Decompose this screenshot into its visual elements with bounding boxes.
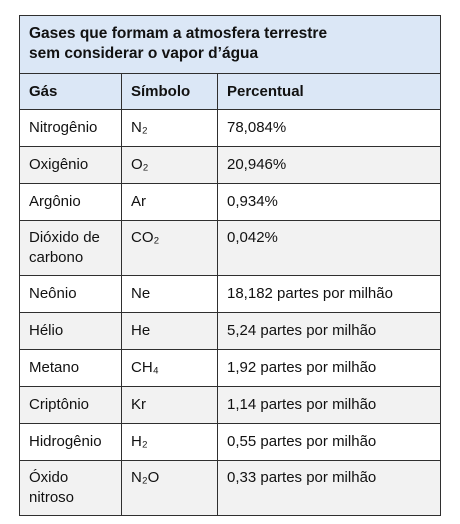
gas-name: Oxigênio	[20, 147, 122, 184]
gas-name: Criptônio	[20, 387, 122, 424]
table-title	[20, 16, 441, 74]
gas-name-line-1: Dióxido de	[29, 229, 100, 246]
header-percent: Percentual	[218, 74, 441, 110]
gas-name: Neônio	[20, 276, 122, 313]
gas-symbol: Kr	[122, 387, 218, 424]
table-row	[20, 461, 441, 516]
table-title-line-1: Gases que formam a atmosfera terrestre	[29, 25, 328, 42]
gas-symbol: CH₄	[122, 350, 218, 387]
gas-percent: 1,92 partes por milhão	[218, 350, 441, 387]
gas-symbol: CO₂	[122, 221, 218, 276]
gas-symbol: N₂	[122, 110, 218, 147]
table-row	[20, 221, 441, 276]
table-row	[20, 276, 441, 313]
table-row	[20, 110, 441, 147]
table-row	[20, 147, 441, 184]
gas-percent: 0,55 partes por milhão	[218, 424, 441, 461]
gas-name-line-2: carbono	[29, 249, 84, 266]
gas-name	[20, 461, 122, 516]
gas-percent: 0,934%	[218, 184, 441, 221]
gas-symbol: Ar	[122, 184, 218, 221]
table-row	[20, 387, 441, 424]
gas-symbol: Ne	[122, 276, 218, 313]
gas-percent: 1,14 partes por milhão	[218, 387, 441, 424]
gas-name: Metano	[20, 350, 122, 387]
table-row	[20, 424, 441, 461]
gas-name-line-1: Óxido	[29, 469, 69, 486]
table-row	[20, 313, 441, 350]
header-gas: Gás	[20, 74, 122, 110]
header-symbol: Símbolo	[122, 74, 218, 110]
gas-symbol: N₂O	[122, 461, 218, 516]
header-row	[20, 74, 441, 110]
gas-name-line-2: nitroso	[29, 489, 75, 506]
gas-symbol: H₂	[122, 424, 218, 461]
gas-percent: 78,084%	[218, 110, 441, 147]
gas-percent: 5,24 partes por milhão	[218, 313, 441, 350]
gas-symbol: He	[122, 313, 218, 350]
gas-name	[20, 221, 122, 276]
gas-name: Argônio	[20, 184, 122, 221]
gas-name: Hidrogênio	[20, 424, 122, 461]
gas-percent: 0,042%	[218, 221, 441, 276]
gas-percent: 20,946%	[218, 147, 441, 184]
table-title-line-2: sem considerar o vapor d’água	[29, 45, 259, 62]
table-row	[20, 184, 441, 221]
gas-name: Hélio	[20, 313, 122, 350]
table-row	[20, 350, 441, 387]
gas-name: Nitrogênio	[20, 110, 122, 147]
gas-percent: 18,182 partes por milhão	[218, 276, 441, 313]
gas-symbol: O₂	[122, 147, 218, 184]
gases-table	[19, 15, 441, 516]
gas-percent: 0,33 partes por milhão	[218, 461, 441, 516]
